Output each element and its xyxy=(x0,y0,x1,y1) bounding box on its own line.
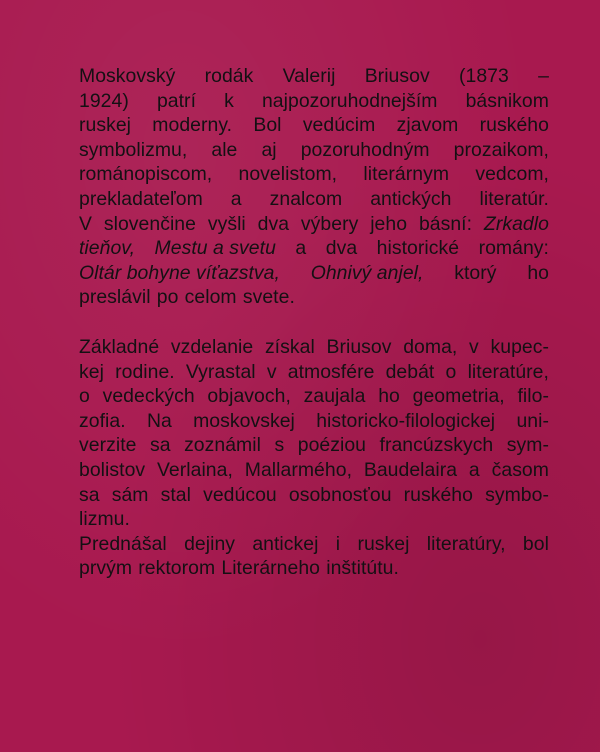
author-bio-text xyxy=(79,64,549,581)
word: Literárneho xyxy=(221,557,321,580)
word: atmosfére xyxy=(287,360,375,383)
word: historicko-filologickej xyxy=(316,409,496,432)
word: po xyxy=(156,286,179,309)
word: inštitútu. xyxy=(326,557,399,580)
word: v xyxy=(469,335,479,358)
word: historické xyxy=(376,237,460,260)
word: zofia. xyxy=(79,409,126,432)
word: získal xyxy=(264,335,315,358)
word: ho xyxy=(378,385,400,408)
word: vedúcou xyxy=(203,483,277,506)
word: k xyxy=(224,89,234,112)
word: sám xyxy=(111,483,149,506)
word: objavoch, xyxy=(207,385,291,408)
word: Základné xyxy=(79,335,160,358)
word: Prednášal xyxy=(79,532,167,555)
word: Na xyxy=(146,409,172,432)
word: znalcom xyxy=(269,187,343,210)
word: ruskej xyxy=(357,532,410,555)
text-line xyxy=(79,507,549,532)
text-line xyxy=(79,409,549,434)
word: aj xyxy=(261,138,277,161)
word: Moskovský xyxy=(79,65,176,87)
word: jeho xyxy=(370,212,408,235)
book-title-word: Mestu a svetu xyxy=(154,237,276,260)
word: ruského xyxy=(479,114,549,137)
word: Vyrastal xyxy=(185,360,256,383)
word: sym- xyxy=(506,434,549,457)
word: literatúry, xyxy=(426,532,506,555)
text-line xyxy=(79,187,549,212)
word: kupec- xyxy=(490,335,549,358)
word: ruského xyxy=(403,483,473,506)
word: novelistom, xyxy=(238,163,338,186)
word: romány: xyxy=(478,237,549,260)
text-line xyxy=(79,335,549,360)
text-line xyxy=(79,556,549,581)
book-title-word: Oltár bohyne víťazstva, xyxy=(79,261,280,284)
word: i xyxy=(335,532,341,555)
word: svete. xyxy=(242,286,295,309)
word: antických xyxy=(370,187,452,210)
word: rodák xyxy=(204,65,254,87)
text-line xyxy=(79,384,549,409)
book-title-word: Zrkadlo xyxy=(483,212,549,235)
paragraph-gap xyxy=(79,310,549,335)
word: zoznámil xyxy=(184,434,261,457)
word: patrí xyxy=(156,89,197,112)
word: sa xyxy=(79,483,100,506)
word: filo- xyxy=(517,385,549,408)
book-title-word: tieňov, xyxy=(79,237,136,260)
word: básnikom xyxy=(465,89,549,112)
word: vedeckých xyxy=(102,385,195,408)
word: prekladateľom xyxy=(79,187,203,210)
word: geometria, xyxy=(412,385,505,408)
word: ale xyxy=(211,138,238,161)
word: osobnosťou xyxy=(288,483,392,506)
word: lizmu. xyxy=(79,508,130,531)
word: uni- xyxy=(516,409,549,432)
word: stal xyxy=(160,483,191,506)
text-line xyxy=(79,236,549,261)
word: pozoruhodným xyxy=(300,138,430,161)
word: ktorý xyxy=(454,261,497,284)
text-line xyxy=(79,162,549,187)
word: ruskej xyxy=(79,114,132,137)
word: verzite xyxy=(79,434,137,457)
word: Mallarmého, xyxy=(244,458,353,481)
word: poéziou xyxy=(297,434,367,457)
word: Bol xyxy=(253,114,282,137)
word: ho xyxy=(527,261,549,284)
word: preslávil xyxy=(79,286,151,309)
word: o xyxy=(79,385,90,408)
word: zaujala xyxy=(303,385,366,408)
paragraph-2 xyxy=(79,335,549,581)
text-line xyxy=(79,433,549,458)
book-title-word: Ohnivý anjel, xyxy=(310,261,424,284)
word: (1873 xyxy=(458,65,509,87)
word: Verlaina, xyxy=(157,458,233,481)
word: výbery xyxy=(300,212,359,235)
word: symbolizmu, xyxy=(79,138,188,161)
text-line xyxy=(79,483,549,508)
word: Valerij xyxy=(282,65,336,87)
word: rektorom xyxy=(138,557,216,580)
word: dva xyxy=(257,212,290,235)
word: slovenčine xyxy=(103,212,196,235)
word: debát xyxy=(385,360,435,383)
word: Briusov xyxy=(364,65,430,87)
word: dejiny xyxy=(184,532,236,555)
word: básní: xyxy=(418,212,473,235)
word: Baudelaira xyxy=(363,458,458,481)
text-line xyxy=(79,360,549,385)
word: literatúr. xyxy=(479,187,549,210)
word: prvým xyxy=(79,557,133,580)
text-line xyxy=(79,458,549,483)
word: celom xyxy=(184,286,237,309)
word: V xyxy=(79,212,92,235)
text-line xyxy=(79,285,549,310)
text-line xyxy=(79,261,549,286)
word: 1924) xyxy=(79,89,129,112)
word: v xyxy=(266,360,277,383)
word: antickej xyxy=(252,532,319,555)
word: časom xyxy=(491,458,549,481)
word: sa xyxy=(149,434,171,457)
text-line xyxy=(79,89,549,114)
word: najpozoruhodnejším xyxy=(261,89,438,112)
word: zjavom xyxy=(396,114,459,137)
word: moskovskej xyxy=(193,409,295,432)
word: a xyxy=(468,458,480,481)
text-line xyxy=(79,212,549,237)
word: románopiscom, xyxy=(79,163,213,186)
word: – xyxy=(538,65,549,87)
word: a xyxy=(230,187,242,210)
paragraph-1 xyxy=(79,64,549,310)
text-line xyxy=(79,64,549,89)
word: o xyxy=(445,360,457,383)
word: vzdelanie xyxy=(170,335,254,358)
word: Briusov xyxy=(326,335,392,358)
word: francúzskych xyxy=(379,434,494,457)
word: prozaikom, xyxy=(453,138,549,161)
word: a xyxy=(295,237,307,260)
word: doma, xyxy=(403,335,458,358)
word: vedúcim xyxy=(302,114,376,137)
word: moderny. xyxy=(152,114,233,137)
word: literárnym xyxy=(363,163,450,186)
word: s xyxy=(274,434,285,457)
word: bolistov xyxy=(79,458,146,481)
word: vedcom, xyxy=(475,163,549,186)
text-line xyxy=(79,113,549,138)
text-line xyxy=(79,532,549,557)
word: symbo- xyxy=(485,483,549,506)
word: bol xyxy=(522,532,549,555)
word: literatúre, xyxy=(467,360,549,383)
word: rodine. xyxy=(115,360,175,383)
word: dva xyxy=(325,237,358,260)
word: kej xyxy=(79,360,104,383)
word: vyšli xyxy=(207,212,246,235)
text-line xyxy=(79,138,549,163)
